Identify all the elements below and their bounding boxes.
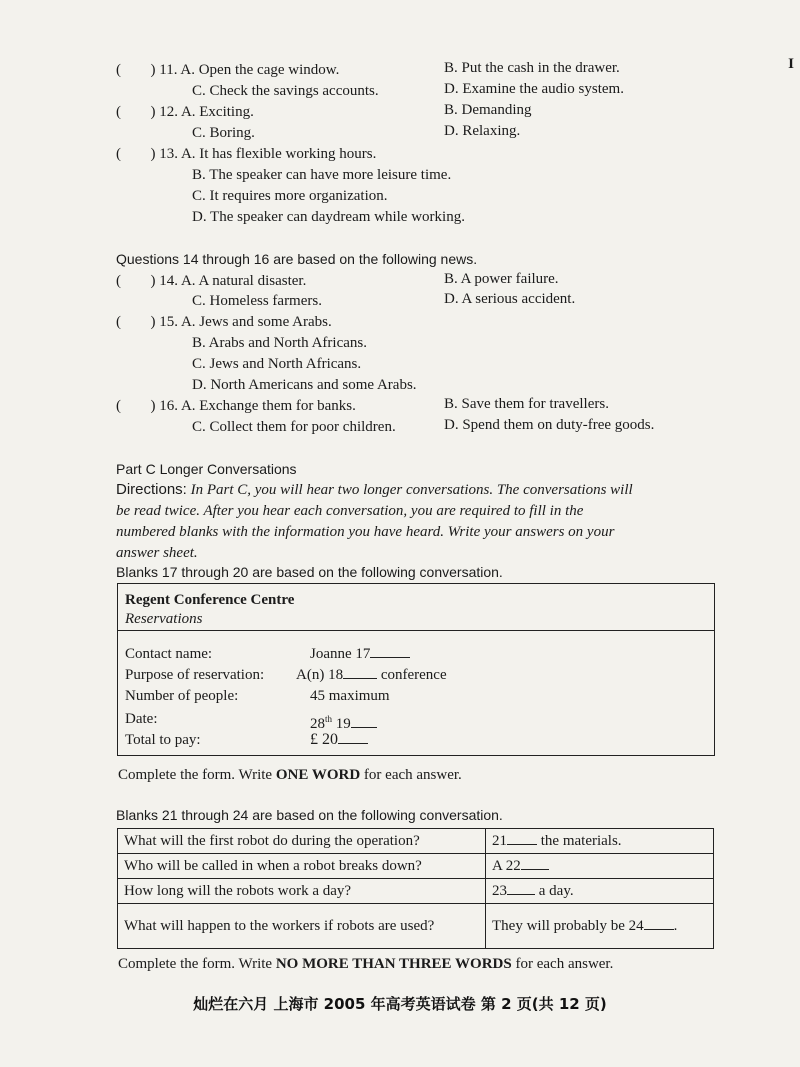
question-13-option-b: B. The speaker can have more leisure time. <box>192 167 452 183</box>
form-2-instruction: Complete the form. Write NO MORE THAN THREE WORDS for each answer. <box>118 956 614 972</box>
question-cell: What will the first robot do during the operation? <box>118 829 486 854</box>
question-11-option-b: B. Put the cash in the drawer. <box>444 60 620 76</box>
question-number: 16. <box>159 398 178 414</box>
option-a: A. It has flexible working hours. <box>180 146 377 162</box>
question-number: 13. <box>159 146 178 162</box>
date-label: Date: <box>125 711 158 727</box>
number-of-people-label: Number of people: <box>125 688 239 704</box>
purpose-label: Purpose of reservation: <box>125 667 265 683</box>
table-row <box>118 829 714 854</box>
answer-cell: They will probably be 24 . <box>486 904 714 949</box>
question-cell: What will happen to the workers if robots are used? <box>118 904 486 949</box>
part-c-title: Part C Longer Conversations <box>116 461 297 477</box>
number-of-people-value: 45 maximum <box>310 688 390 704</box>
form-title: Regent Conference Centre <box>125 592 295 608</box>
question-12-option-d: D. Relaxing. <box>444 123 521 139</box>
robot-questions-table <box>117 828 714 949</box>
question-16: ( ) 16. A. Exchange them for banks. <box>116 398 356 414</box>
form-subtitle: Reservations <box>125 611 203 627</box>
question-14-option-c: C. Homeless farmers. <box>192 293 322 309</box>
part-c-directions-line-1: Directions: In Part C, you will hear two longer conversations. The conversations will <box>116 481 633 498</box>
total-to-pay-value: £ 20 <box>310 731 368 749</box>
question-14: ( ) 14. A. A natural disaster. <box>116 273 307 289</box>
answer-cell: 23 a day. <box>486 879 714 904</box>
total-to-pay-label: Total to pay: <box>125 732 201 748</box>
date-value: 28th 19 <box>310 710 377 733</box>
question-11: ( ) 11. A. Open the cage window. <box>116 62 340 78</box>
question-15-option-b: B. Arabs and North Africans. <box>192 335 367 351</box>
question-cell: Who will be called in when a robot breaks down? <box>118 854 486 879</box>
form-1-instruction: Complete the form. Write ONE WORD for each answer. <box>118 767 462 783</box>
part-c-directions-line-4: answer sheet. <box>116 545 198 561</box>
question-number: 14. <box>159 273 178 289</box>
answer-cell: A 22 <box>486 854 714 879</box>
option-a: A. Exchange them for banks. <box>180 398 356 414</box>
question-15-option-c: C. Jews and North Africans. <box>192 356 362 372</box>
question-14-option-b: B. A power failure. <box>444 271 559 287</box>
option-a: A. A natural disaster. <box>180 273 307 289</box>
contact-name-value: Joanne 17 <box>310 645 410 663</box>
question-13-option-d: D. The speaker can daydream while working. <box>192 209 465 225</box>
table-row <box>118 879 714 904</box>
question-11-option-c: C. Check the savings accounts. <box>192 83 379 99</box>
news-section-header: Questions 14 through 16 are based on the following news. <box>116 251 478 267</box>
option-a: A. Exciting. <box>180 104 254 120</box>
question-16-option-d: D. Spend them on duty-free goods. <box>444 417 655 433</box>
question-13-option-c: C. It requires more organization. <box>192 188 388 204</box>
margin-mark: I <box>788 56 794 72</box>
blanks-21-24-header: Blanks 21 through 24 are based on the following conversation. <box>116 807 503 823</box>
question-16-option-b: B. Save them for travellers. <box>444 396 609 412</box>
question-13: ( ) 13. A. It has flexible working hours. <box>116 146 377 162</box>
question-12-option-b: B. Demanding <box>444 102 532 118</box>
question-number: 12. <box>159 104 178 120</box>
part-c-directions-line-3: numbered blanks with the information you have heard. Write your answers on your <box>116 524 615 540</box>
question-14-option-d: D. A serious accident. <box>444 291 576 307</box>
question-12-option-c: C. Boring. <box>192 125 255 141</box>
question-16-option-c: C. Collect them for poor children. <box>192 419 396 435</box>
question-number: 15. <box>159 314 178 330</box>
table-row <box>118 854 714 879</box>
question-12: ( ) 12. A. Exciting. <box>116 104 254 120</box>
purpose-value: A(n) 18 conference <box>296 667 447 683</box>
answer-cell: 21 the materials. <box>486 829 714 854</box>
question-cell: How long will the robots work a day? <box>118 879 486 904</box>
question-11-option-d: D. Examine the audio system. <box>444 81 624 97</box>
table-row <box>118 904 714 949</box>
option-a: A. Open the cage window. <box>180 62 340 78</box>
question-15: ( ) 15. A. Jews and some Arabs. <box>116 314 332 330</box>
option-a: A. Jews and some Arabs. <box>180 314 332 330</box>
page-footer: 灿烂在六月 上海市 2005 年高考英语试卷 第 2 页(共 12 页) <box>193 995 607 1013</box>
part-c-directions-line-2: be read twice. After you hear each conversation, you are required to fill in the <box>116 503 584 519</box>
blanks-17-20-header: Blanks 17 through 20 are based on the following conversation. <box>116 564 503 580</box>
contact-name-label: Contact name: <box>125 646 213 662</box>
question-number: 11. <box>159 62 178 78</box>
question-15-option-d: D. North Americans and some Arabs. <box>192 377 417 393</box>
